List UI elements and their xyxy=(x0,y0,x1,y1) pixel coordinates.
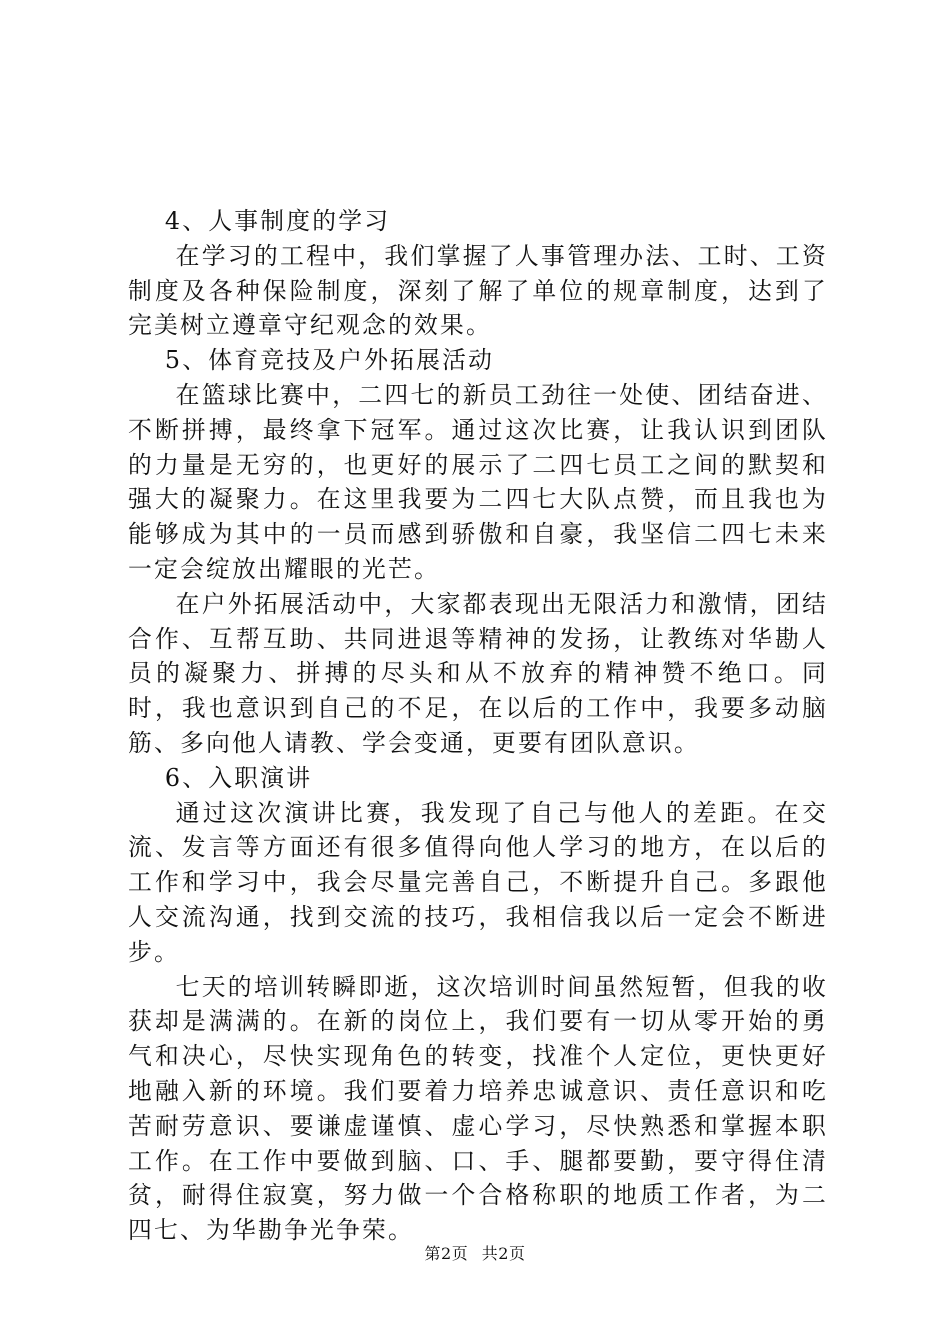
section-heading: 5、体育竞技及户外拓展活动 xyxy=(164,346,495,375)
body-paragraph: 在户外拓展活动中，大家都表现出无限活力和激情，团结合作、互帮互助、共同进退等精神的发扬，让教练对华勘人员的凝聚力、拼搏的尽头和从不放弃的精神赞不绝口。同时，我也意识到自己的不足，在以后的工作中，我要多动脑筋、多向他人请教、学会变通，更要有团队意识。 xyxy=(128,589,828,757)
body-paragraph: 通过这次演讲比赛，我发现了自己与他人的差距。在交流、发言等方面还有很多值得向他人学习的地方，在以后的工作和学习中，我会尽量完善自己，不断提升自己。多跟他人交流沟通，找到交流的技巧，我相信我以后一定会不断进步。 xyxy=(128,798,828,966)
page-number-current: 第2页 xyxy=(424,1244,469,1263)
section-heading: 4、人事制度的学习 xyxy=(164,207,391,235)
page-footer xyxy=(0,1243,950,1265)
document-body xyxy=(128,204,828,1248)
body-paragraph: 在篮球比赛中，二四七的新员工劲往一处使、团结奋进、不断拼搏，最终拿下冠军。通过这次比赛，让我认识到团队的力量是无穷的，也更好的展示了二四七员工之间的默契和强大的凝聚力。在这里我要为二四七大队点赞，而且我也为能够成为其中的一员而感到骄傲和自豪，我坚信二四七未来一定会绽放出耀眼的光芒。 xyxy=(128,380,828,583)
body-paragraph: 七天的培训转瞬即逝，这次培训时间虽然短暂，但我的收获却是满满的。在新的岗位上，我们要有一切从零开始的勇气和决心，尽快实现角色的转变，找准个人定位，更快更好地融入新的环境。我们要着力培养忠诚意识、责任意识和吃苦耐劳意识、要谦虚谨慎、虚心学习，尽快熟悉和掌握本职工作。在工作中要做到脑、口、手、腿都要勤，要守得住清贫，耐得住寂寞，努力做一个合格称职的地质工作者，为二四七、为华勘争光争荣。 xyxy=(128,972,828,1245)
page-number-total: 共2页 xyxy=(481,1244,526,1263)
body-paragraph: 在学习的工程中，我们掌握了人事管理办法、工时、工资制度及各种保险制度，深刻了解了单位的规章制度，达到了完美树立遵章守纪观念的效果。 xyxy=(128,241,828,340)
section-heading: 6、入职演讲 xyxy=(164,763,313,792)
